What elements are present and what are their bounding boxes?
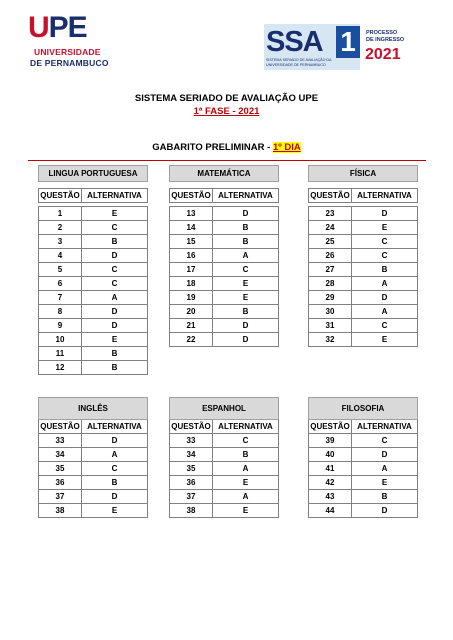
- table-row: [39, 221, 148, 235]
- answer-alternative: E: [82, 504, 148, 518]
- column-header-questao: QUESTÃO: [39, 420, 82, 434]
- question-number: 30: [309, 305, 352, 319]
- ssa-logo-subtitle: [266, 58, 331, 67]
- table-row: [170, 305, 279, 319]
- question-number: 17: [170, 263, 213, 277]
- answer-alternative: C: [213, 263, 279, 277]
- question-number: 22: [170, 333, 213, 347]
- upe-logo-line2: DE PERNAMBUCO: [30, 58, 109, 68]
- phase-label: 1ª FASE - 2021: [193, 106, 260, 117]
- answer-alternative: D: [82, 490, 148, 504]
- column-header-questao: QUESTÃO: [309, 420, 352, 434]
- answer-alternative: B: [213, 305, 279, 319]
- question-number: 33: [170, 434, 213, 448]
- answer-alternative: D: [213, 319, 279, 333]
- table-row: [39, 263, 148, 277]
- ssa-logo-subline2: UNIVERSIDADE DE PERNAMBUCO: [266, 62, 326, 67]
- answer-table-ingles: [38, 397, 148, 518]
- table-row: [309, 504, 418, 518]
- column-header-alternativa: ALTERNATIVA: [82, 189, 148, 203]
- question-number: 13: [170, 207, 213, 221]
- answer-alternative: B: [213, 448, 279, 462]
- header-gap: [309, 182, 418, 189]
- question-number: 35: [170, 462, 213, 476]
- question-number: 29: [309, 291, 352, 305]
- answer-alternative: C: [82, 221, 148, 235]
- subject-header: MATEMÁTICA: [170, 166, 279, 182]
- gabarito-label: GABARITO PRELIMINAR -: [152, 142, 273, 153]
- table-row: [309, 277, 418, 291]
- table-row: [309, 249, 418, 263]
- column-header-questao: QUESTÃO: [170, 189, 213, 203]
- answer-alternative: E: [213, 291, 279, 305]
- gabarito-day: 1º DIA: [272, 142, 301, 153]
- answer-alternative: B: [213, 221, 279, 235]
- answer-alternative: E: [352, 221, 418, 235]
- answer-alternative: C: [352, 235, 418, 249]
- ssa-logo-number: 1: [336, 26, 360, 58]
- question-number: 41: [309, 462, 352, 476]
- question-number: 6: [39, 277, 82, 291]
- answer-alternative: C: [82, 277, 148, 291]
- column-header-alternativa: ALTERNATIVA: [82, 420, 148, 434]
- answer-alternative: A: [82, 448, 148, 462]
- column-header-questao: QUESTÃO: [39, 189, 82, 203]
- question-number: 5: [39, 263, 82, 277]
- table-row: [170, 263, 279, 277]
- answer-table-fisica: [308, 165, 418, 347]
- question-number: 34: [170, 448, 213, 462]
- upe-logo-u: U: [28, 11, 49, 44]
- ssa-logo-proc-line2: DE INGRESSO: [366, 36, 405, 43]
- answer-table-matematica: [169, 165, 279, 347]
- table-row: [309, 490, 418, 504]
- column-header-alternativa: ALTERNATIVA: [352, 420, 418, 434]
- table-row: [170, 277, 279, 291]
- answer-table-espanhol: [169, 397, 279, 518]
- table-row: [170, 504, 279, 518]
- answer-alternative: D: [352, 291, 418, 305]
- table-row: [39, 277, 148, 291]
- question-number: 40: [309, 448, 352, 462]
- question-number: 33: [39, 434, 82, 448]
- table-row: [309, 207, 418, 221]
- table-row: [170, 476, 279, 490]
- table-row: [170, 207, 279, 221]
- ssa-logo-proc-line1: PROCESSO: [366, 30, 398, 36]
- table-row: [39, 476, 148, 490]
- question-number: 7: [39, 291, 82, 305]
- answer-table-portugues: [38, 165, 148, 375]
- question-number: 38: [39, 504, 82, 518]
- table-row: [309, 221, 418, 235]
- answer-alternative: D: [82, 319, 148, 333]
- table-row: [309, 305, 418, 319]
- answer-alternative: C: [352, 249, 418, 263]
- table-row: [309, 263, 418, 277]
- table-row: [170, 319, 279, 333]
- table-row: [39, 207, 148, 221]
- answer-alternative: E: [82, 207, 148, 221]
- question-number: 37: [39, 490, 82, 504]
- table-row: [309, 462, 418, 476]
- ssa-logo-panel: [264, 24, 360, 70]
- table-row: [309, 434, 418, 448]
- question-number: 1: [39, 207, 82, 221]
- answer-alternative: D: [82, 305, 148, 319]
- table-row: [170, 490, 279, 504]
- answer-alternative: D: [352, 448, 418, 462]
- ssa-logo-process-text: [366, 30, 404, 43]
- upe-logo-line1: UNIVERSIDADE: [34, 47, 101, 57]
- answer-alternative: A: [352, 277, 418, 291]
- column-header-questao: QUESTÃO: [170, 420, 213, 434]
- answer-alternative: B: [213, 235, 279, 249]
- section-divider: [28, 160, 426, 161]
- answer-alternative: A: [213, 462, 279, 476]
- question-number: 12: [39, 361, 82, 375]
- answer-alternative: C: [352, 434, 418, 448]
- question-number: 21: [170, 319, 213, 333]
- question-number: 20: [170, 305, 213, 319]
- table-row: [39, 291, 148, 305]
- question-number: 2: [39, 221, 82, 235]
- upe-logo-mark: [28, 12, 87, 44]
- table-row: [39, 434, 148, 448]
- answer-alternative: A: [352, 305, 418, 319]
- table-row: [39, 490, 148, 504]
- answer-alternative: B: [82, 235, 148, 249]
- answer-alternative: C: [352, 319, 418, 333]
- answer-alternative: B: [82, 347, 148, 361]
- question-number: 4: [39, 249, 82, 263]
- table-row: [170, 333, 279, 347]
- answer-alternative: B: [352, 263, 418, 277]
- table-row: [39, 448, 148, 462]
- question-number: 42: [309, 476, 352, 490]
- ssa-logo-mark: SSA: [266, 26, 323, 58]
- answer-alternative: E: [213, 277, 279, 291]
- table-row: [309, 333, 418, 347]
- answer-alternative: E: [352, 476, 418, 490]
- answer-alternative: C: [213, 434, 279, 448]
- table-row: [170, 434, 279, 448]
- question-number: 14: [170, 221, 213, 235]
- ssa-logo-process: [362, 26, 414, 68]
- question-number: 36: [39, 476, 82, 490]
- subject-header: FILOSOFIA: [309, 398, 418, 420]
- question-number: 8: [39, 305, 82, 319]
- question-number: 15: [170, 235, 213, 249]
- question-number: 18: [170, 277, 213, 291]
- table-row: [39, 462, 148, 476]
- answer-alternative: D: [352, 207, 418, 221]
- subject-header: LINGUA PORTUGUESA: [39, 166, 148, 182]
- answer-alternative: E: [213, 476, 279, 490]
- answer-alternative: D: [352, 504, 418, 518]
- answer-alternative: E: [82, 333, 148, 347]
- question-number: 23: [309, 207, 352, 221]
- upe-logo: [28, 11, 109, 70]
- question-number: 37: [170, 490, 213, 504]
- answer-alternative: D: [82, 249, 148, 263]
- question-number: 28: [309, 277, 352, 291]
- answer-table-filosofia: [308, 397, 418, 518]
- question-number: 31: [309, 319, 352, 333]
- question-number: 35: [39, 462, 82, 476]
- question-number: 39: [309, 434, 352, 448]
- table-row: [309, 476, 418, 490]
- subject-header: FÍSICA: [309, 166, 418, 182]
- answer-alternative: E: [213, 504, 279, 518]
- table-row: [170, 235, 279, 249]
- column-header-alternativa: ALTERNATIVA: [213, 189, 279, 203]
- ssa-logo-year: 2021: [365, 46, 401, 63]
- question-number: 36: [170, 476, 213, 490]
- answer-alternative: D: [213, 333, 279, 347]
- table-row: [39, 305, 148, 319]
- table-row: [39, 249, 148, 263]
- answer-alternative: E: [352, 333, 418, 347]
- question-number: 24: [309, 221, 352, 235]
- ssa-logo: [264, 24, 414, 70]
- subject-header: ESPANHOL: [170, 398, 279, 420]
- question-number: 16: [170, 249, 213, 263]
- answer-alternative: C: [82, 263, 148, 277]
- table-row: [39, 235, 148, 249]
- ssa-logo-subline1: SISTEMA SERIADO DE AVALIAÇÃO DA: [266, 58, 332, 62]
- table-row: [309, 235, 418, 249]
- answer-alternative: A: [82, 291, 148, 305]
- table-row: [170, 249, 279, 263]
- table-row: [170, 291, 279, 305]
- upe-logo-pe: PE: [48, 11, 87, 44]
- question-number: 9: [39, 319, 82, 333]
- question-number: 10: [39, 333, 82, 347]
- table-row: [39, 319, 148, 333]
- question-number: 44: [309, 504, 352, 518]
- table-row: [309, 319, 418, 333]
- table-row: [309, 448, 418, 462]
- question-number: 27: [309, 263, 352, 277]
- subject-header: INGLÊS: [39, 398, 148, 420]
- header-gap: [39, 182, 148, 189]
- answer-alternative: C: [82, 462, 148, 476]
- table-row: [170, 221, 279, 235]
- column-header-alternativa: ALTERNATIVA: [213, 420, 279, 434]
- question-number: 25: [309, 235, 352, 249]
- answer-alternative: A: [213, 490, 279, 504]
- table-row: [39, 347, 148, 361]
- question-number: 3: [39, 235, 82, 249]
- question-number: 43: [309, 490, 352, 504]
- question-number: 19: [170, 291, 213, 305]
- question-number: 26: [309, 249, 352, 263]
- table-row: [39, 333, 148, 347]
- column-header-alternativa: ALTERNATIVA: [352, 189, 418, 203]
- header-gap: [170, 182, 279, 189]
- answer-alternative: A: [352, 462, 418, 476]
- answer-alternative: D: [213, 207, 279, 221]
- table-row: [39, 361, 148, 375]
- answer-alternative: B: [82, 476, 148, 490]
- question-number: 32: [309, 333, 352, 347]
- answer-alternative: D: [82, 434, 148, 448]
- question-number: 38: [170, 504, 213, 518]
- table-row: [39, 504, 148, 518]
- question-number: 34: [39, 448, 82, 462]
- answer-alternative: B: [352, 490, 418, 504]
- question-number: 11: [39, 347, 82, 361]
- table-row: [309, 291, 418, 305]
- table-row: [170, 448, 279, 462]
- gabarito-title: [0, 142, 453, 153]
- document-title: SISTEMA SERIADO DE AVALIAÇÃO UPE: [134, 93, 319, 104]
- table-row: [170, 462, 279, 476]
- column-header-questao: QUESTÃO: [309, 189, 352, 203]
- answer-alternative: B: [82, 361, 148, 375]
- answer-alternative: A: [213, 249, 279, 263]
